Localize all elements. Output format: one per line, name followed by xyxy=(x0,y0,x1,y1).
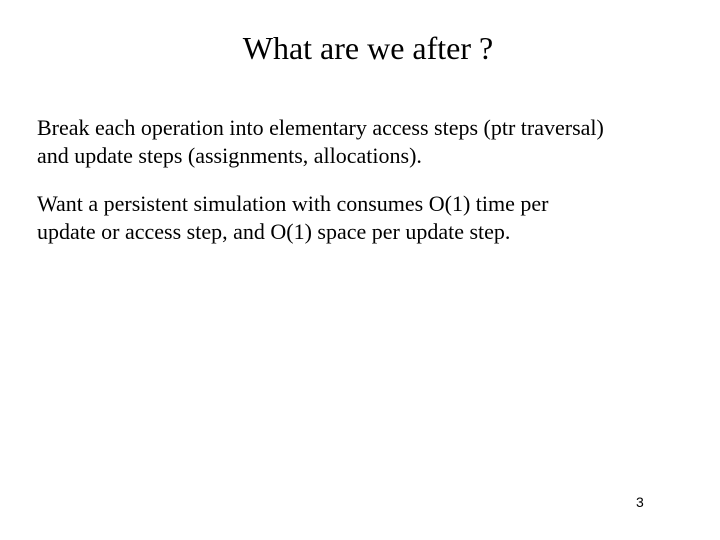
page-number: 3 xyxy=(636,494,644,510)
paragraph-line: and update steps (assignments, allocations). xyxy=(37,143,422,168)
paragraph-line: Want a persistent simulation with consumes O(1) time per xyxy=(37,191,549,216)
paragraph-goal xyxy=(37,190,697,246)
paragraph-line: Break each operation into elementary access steps (ptr traversal) xyxy=(37,115,604,140)
slide-title: What are we after ? xyxy=(242,30,494,66)
slide-body xyxy=(37,114,697,266)
paragraph-line: update or access step, and O(1) space per update step. xyxy=(37,219,511,244)
paragraph-decomposition xyxy=(37,114,697,170)
